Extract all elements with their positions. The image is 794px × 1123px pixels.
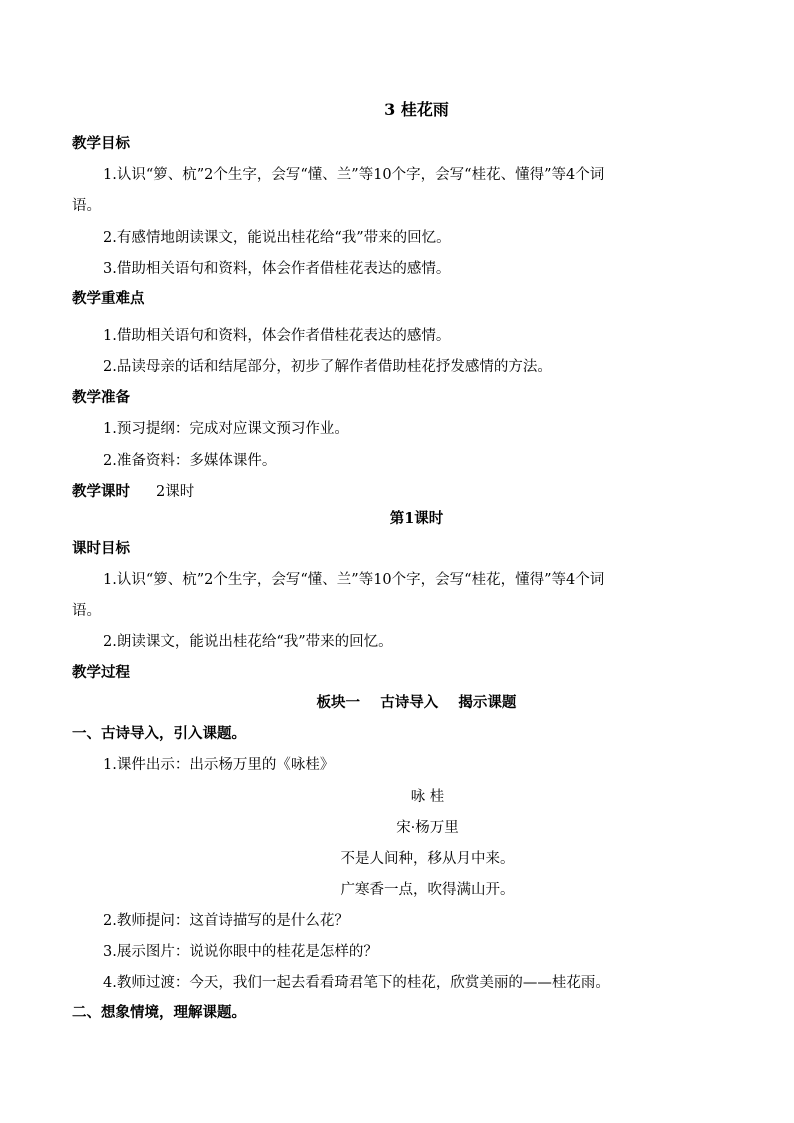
key-points-item-1: 1.借助相关语句和资料，体会作者借桂花表达的感情。 (103, 328, 451, 344)
block-1-title: 板块一 古诗导入 揭示课题 (316, 694, 517, 711)
part-1-heading: 一、古诗导入，引入课题。 (72, 725, 246, 742)
page-title: 3 桂花雨 (384, 100, 449, 119)
hours-row (72, 482, 194, 502)
lesson-objectives-heading: 课时目标 (72, 540, 130, 557)
part-2-heading: 二、想象情境，理解课题。 (72, 1004, 246, 1021)
poem-author: 宋·杨万里 (396, 820, 459, 836)
part-1-item-3: 3.展示图片：说说你眼中的桂花是怎样的？ (103, 944, 378, 960)
hours-value: 2课时 (156, 484, 195, 500)
objectives-item-2: 2.有感情地朗读课文，能说出桂花给“我”带来的回忆。 (103, 230, 451, 246)
poem-line-1: 不是人间种，移从月中来。 (340, 851, 515, 867)
part-1-item-2: 2.教师提问：这首诗描写的是什么花？ (103, 913, 349, 929)
key-points-heading: 教学重难点 (72, 290, 145, 307)
lesson-objectives-item-1-continued: 语。 (72, 603, 101, 619)
preparation-heading: 教学准备 (72, 389, 130, 406)
process-heading: 教学过程 (72, 664, 130, 681)
key-points-item-2: 2.品读母亲的话和结尾部分，初步了解作者借助桂花抒发感情的方法。 (103, 359, 552, 375)
part-1-item-4: 4.教师过渡：今天，我们一起去看看琦君笔下的桂花，欣赏美丽的——桂花雨。 (103, 975, 610, 991)
lesson-objectives-item-1: 1.认识“箩、杭”2个生字，会写“懂、兰”等10个字，会写“桂花，懂得”等4个词 (103, 572, 605, 588)
hours-heading: 教学课时 (72, 483, 130, 500)
lesson-objectives-item-2: 2.朗读课文，能说出桂花给“我”带来的回忆。 (103, 634, 393, 650)
part-1-item-1: 1.课件出示：出示杨万里的《咏桂》 (103, 757, 335, 773)
objectives-item-1: 1.认识“箩、杭”2个生字，会写“懂、兰”等10个字，会写“桂花、懂得”等4个词 (103, 167, 605, 183)
lesson-1-heading: 第1课时 (389, 510, 444, 527)
poem-title: 咏 桂 (410, 789, 445, 805)
objectives-item-1-continued: 语。 (72, 198, 101, 214)
objectives-heading: 教学目标 (72, 135, 130, 152)
preparation-item-1: 1.预习提纲：完成对应课文预习作业。 (103, 421, 349, 437)
poem-line-2: 广寒香一点，吹得满山开。 (340, 882, 515, 898)
preparation-item-2: 2.准备资料：多媒体课件。 (103, 453, 277, 469)
objectives-item-3: 3.借助相关语句和资料，体会作者借桂花表达的感情。 (103, 261, 451, 277)
